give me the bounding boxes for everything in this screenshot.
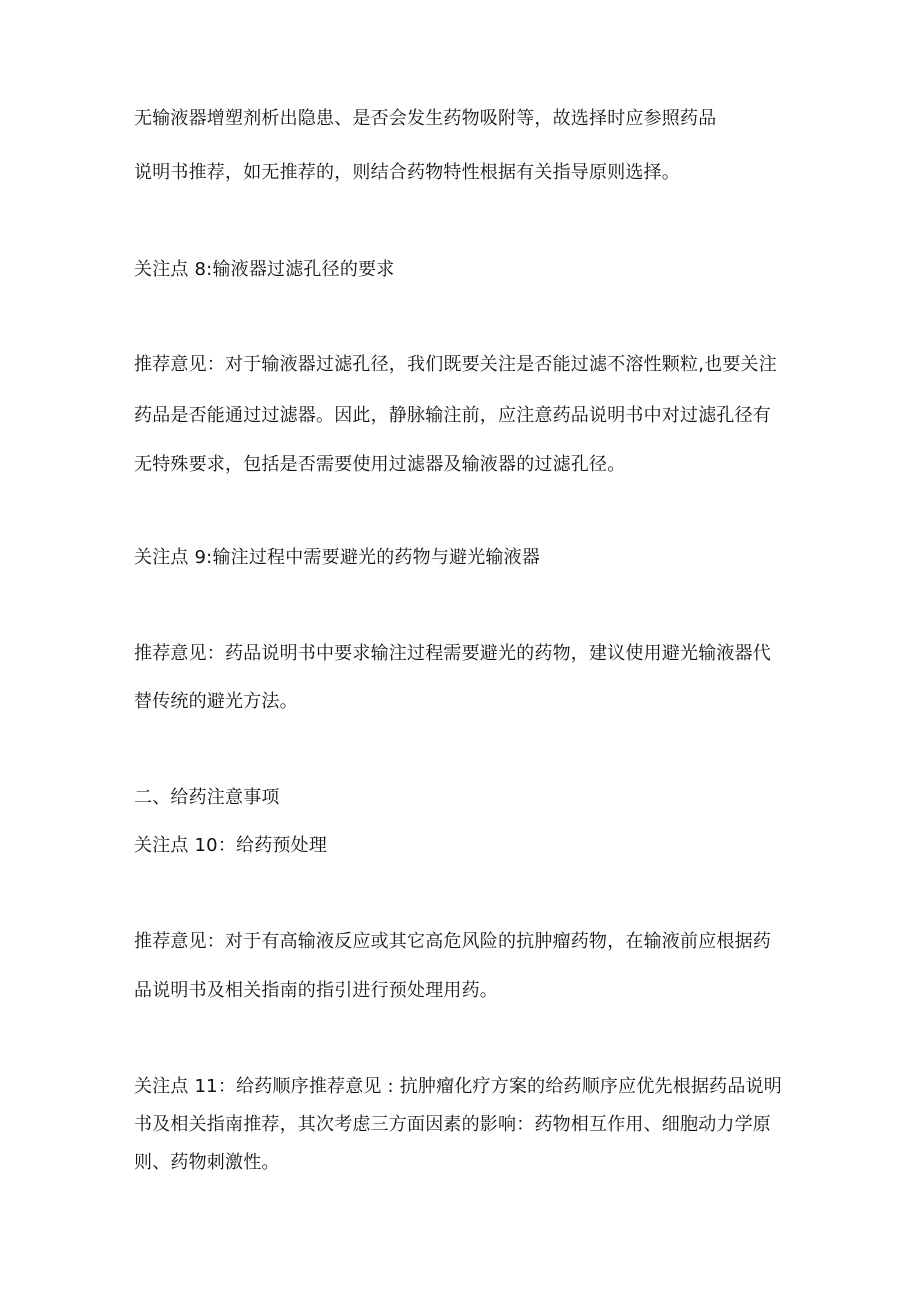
- body-text-line: 说明书推荐，如无推荐的，则结合药物特性根据有关指导原则选择。: [134, 162, 680, 183]
- body-text-line: 替传统的避光方法。: [134, 691, 298, 712]
- section-heading-point-9: 关注点 9:输注过程中需要避光的药物与避光输液器: [134, 547, 541, 568]
- section-heading-dosing-notes: 二、给药注意事项: [134, 787, 280, 808]
- section-heading-point-10: 关注点 10：给药预处理: [134, 835, 328, 856]
- body-text-line: 推荐意见：对于输液器过滤孔径，我们既要关注是否能过滤不溶性颗粒,也要关注: [134, 354, 777, 375]
- body-text-line: 则、药物刺激性。: [134, 1152, 280, 1173]
- body-text-line: 推荐意见：对于有高输液反应或其它高危风险的抗肿瘤药物，在输液前应根据药: [134, 931, 771, 952]
- body-text-line: 药品是否能通过过滤器。因此，静脉输注前，应注意药品说明书中对过滤孔径有: [134, 405, 771, 426]
- body-text-line: 推荐意见：药品说明书中要求输注过程需要避光的药物，建议使用避光输液器代: [134, 643, 771, 664]
- body-text-line: 书及相关指南推荐，其次考虑三方面因素的影响：药物相互作用、细胞动力学原: [134, 1114, 771, 1135]
- body-text-line: 无特殊要求，包括是否需要使用过滤器及输液器的过滤孔径。: [134, 454, 626, 475]
- body-text-line: 品说明书及相关指南的指引进行预处理用药。: [134, 980, 498, 1001]
- section-heading-point-8: 关注点 8:输液器过滤孔径的要求: [134, 259, 395, 280]
- section-heading-point-11: 关注点 11：给药顺序推荐意见 : 抗肿瘤化疗方案的给药顺序应优先根据药品说明: [134, 1076, 782, 1097]
- body-text-line: 无输液器增塑剂析出隐患、是否会发生药物吸附等，故选择时应参照药品: [134, 108, 717, 129]
